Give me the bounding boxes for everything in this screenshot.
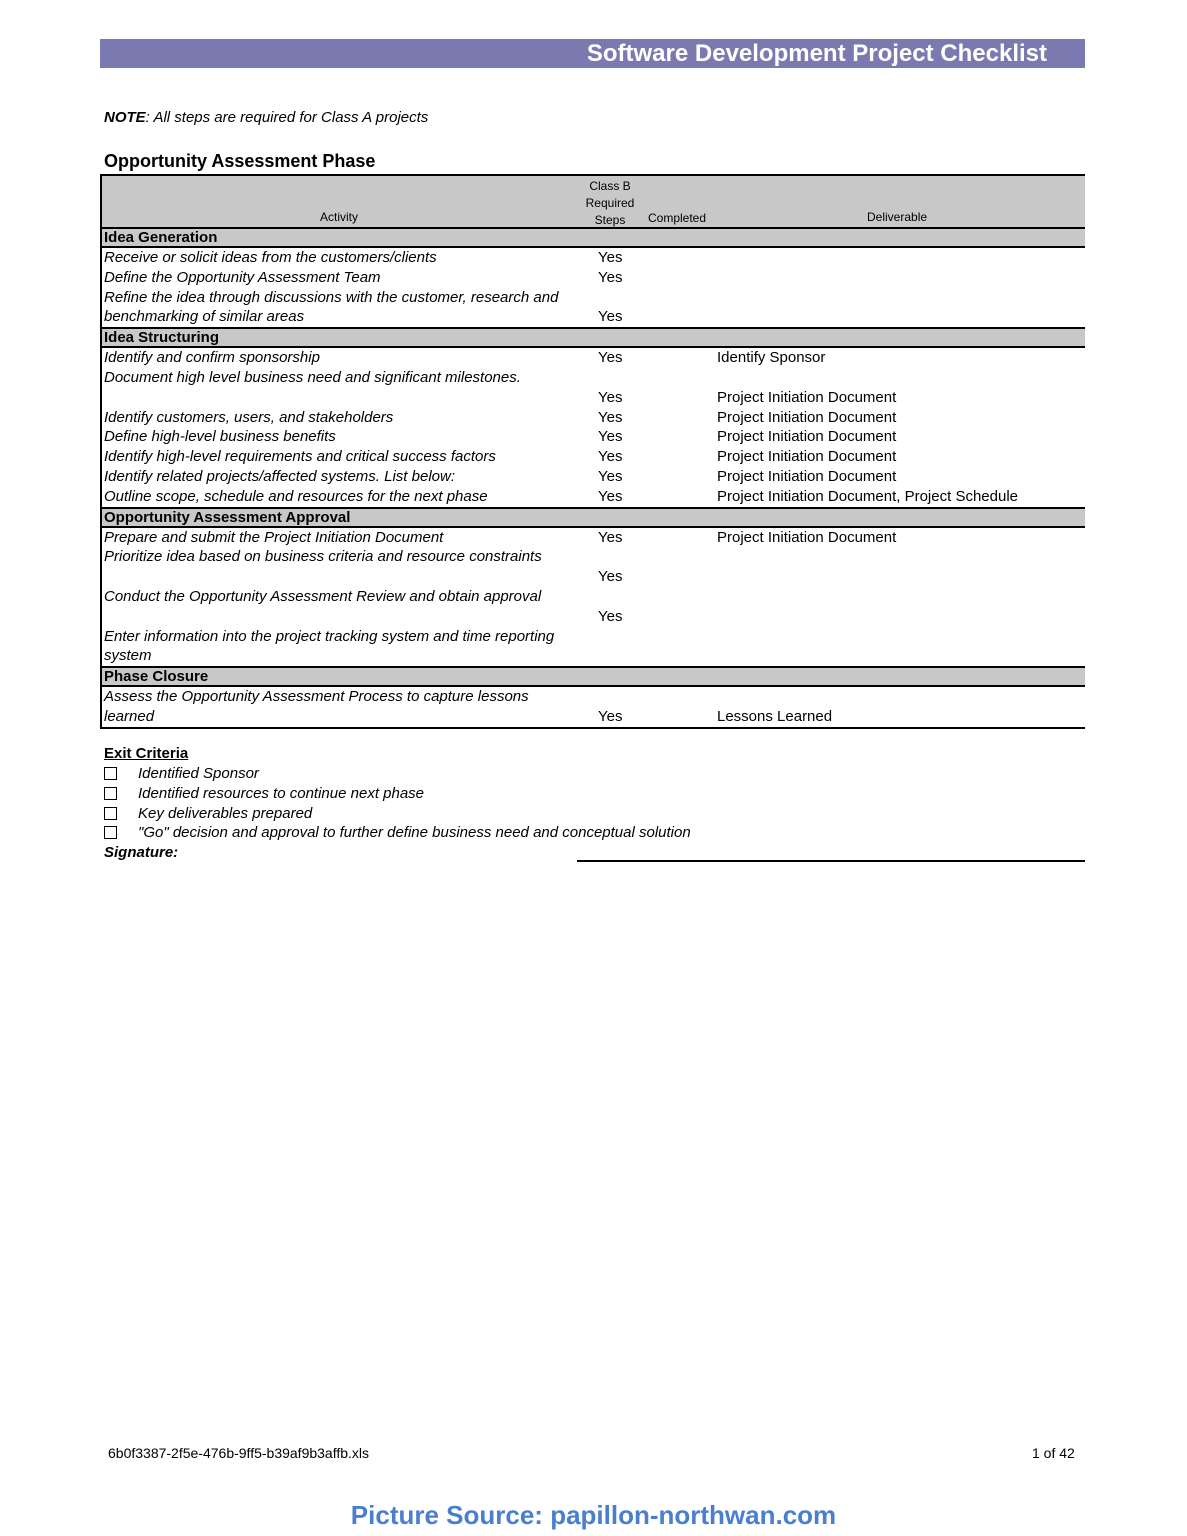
signature-line[interactable] xyxy=(577,860,1085,862)
exit-criteria xyxy=(104,744,691,863)
table-row xyxy=(102,288,1085,328)
exit-criteria-title: Exit Criteria xyxy=(104,745,189,762)
exit-criteria-item xyxy=(104,823,691,843)
exit-criteria-item xyxy=(104,764,259,784)
row-required: Yes xyxy=(598,448,623,466)
row-required: Yes xyxy=(598,707,623,725)
row-required: Yes xyxy=(598,528,623,546)
note-text: : All steps are required for Class A projects xyxy=(145,109,429,126)
row-required: Yes xyxy=(598,487,623,505)
table-row xyxy=(102,447,1085,467)
note-label: NOTE xyxy=(104,109,146,126)
row-activity: Prioritize idea based on business criteria and resource constraints xyxy=(104,548,542,566)
header-required-line2: Required xyxy=(585,196,635,210)
row-activity: Receive or solicit ideas from the customers/clients xyxy=(104,249,437,266)
footer-filename: 6b0f3387-2f5e-476b-9ff5-b39af9b3affb.xls xyxy=(108,1445,370,1461)
row-deliverable: Lessons Learned xyxy=(717,707,833,725)
header-deliverable: Deliverable xyxy=(867,210,928,224)
row-deliverable: Identify Sponsor xyxy=(717,349,826,367)
row-deliverable: Project Initiation Document xyxy=(717,408,897,426)
row-required: Yes xyxy=(598,308,623,326)
row-deliverable: Project Initiation Document xyxy=(717,388,897,406)
table-row xyxy=(102,268,1085,288)
header-required-line1: Class B xyxy=(589,179,631,193)
exit-criteria-item xyxy=(104,804,313,824)
exit-criteria-item xyxy=(104,784,425,804)
table-row xyxy=(102,627,1085,667)
section-header: Idea Structuring xyxy=(100,327,1085,348)
row-required: Yes xyxy=(598,568,623,586)
section-rows xyxy=(100,248,1085,327)
exit-criteria-text: Identified resources to continue next phase xyxy=(138,784,425,802)
table-row xyxy=(102,408,1085,428)
row-required: Yes xyxy=(598,467,623,485)
exit-criteria-text: "Go" decision and approval to further define business need and conceptual solution xyxy=(138,824,691,842)
table-row xyxy=(102,687,1085,727)
header-required-line3: Steps xyxy=(594,213,626,227)
row-required: Yes xyxy=(598,607,623,625)
row-activity: Identify and confirm sponsorship xyxy=(104,349,320,367)
table-row xyxy=(102,467,1085,487)
row-activity: Define the Opportunity Assessment Team xyxy=(104,268,381,286)
table-row xyxy=(102,547,1085,587)
checklist-table xyxy=(100,174,1085,729)
row-activity: Refine the idea through discussions with the customer, research and benchmarking of similar areas xyxy=(104,288,559,326)
exit-criteria-text: Key deliverables prepared xyxy=(138,804,313,822)
footer-page-number: 1 of 42 xyxy=(1032,1445,1075,1461)
table-row xyxy=(102,587,1085,627)
row-activity: Define high-level business benefits xyxy=(104,428,336,446)
table-header xyxy=(100,174,1085,227)
table-bottom-border xyxy=(100,727,1085,729)
section-rows xyxy=(100,348,1085,506)
header-required xyxy=(582,178,638,229)
section-header: Opportunity Assessment Approval xyxy=(100,507,1085,528)
row-required: Yes xyxy=(598,349,623,367)
row-required: Yes xyxy=(598,268,623,286)
row-required: Yes xyxy=(598,388,623,406)
row-required: Yes xyxy=(598,249,623,266)
exit-criteria-list xyxy=(104,764,691,843)
picture-source: Picture Source: papillon-northwan.com xyxy=(350,1500,837,1530)
row-required: Yes xyxy=(598,428,623,446)
page-title: Software Development Project Checklist xyxy=(100,39,1085,68)
table-row xyxy=(102,528,1085,548)
table-row xyxy=(102,248,1085,268)
table-row xyxy=(102,427,1085,447)
table-row xyxy=(102,368,1085,408)
table-row xyxy=(102,348,1085,368)
section-header: Phase Closure xyxy=(100,666,1085,687)
row-activity: Prepare and submit the Project Initiation Document xyxy=(104,528,444,546)
row-deliverable: Project Initiation Document, Project Schedule xyxy=(717,487,1018,505)
row-activity: Identify high-level requirements and critical success factors xyxy=(104,448,496,466)
header-completed: Completed xyxy=(648,211,707,225)
table-row xyxy=(102,487,1085,507)
row-activity: Enter information into the project tracking system and time reporting system xyxy=(104,627,555,665)
checkbox-icon[interactable] xyxy=(104,767,117,780)
header-activity: Activity xyxy=(320,210,359,224)
row-activity: Assess the Opportunity Assessment Process to capture lessons learned xyxy=(104,688,529,725)
section-header: Idea Generation xyxy=(100,227,1085,248)
checkbox-icon[interactable] xyxy=(104,826,117,839)
checkbox-icon[interactable] xyxy=(104,807,117,820)
section-rows xyxy=(100,687,1085,727)
exit-criteria-text: Identified Sponsor xyxy=(138,765,259,782)
row-required: Yes xyxy=(598,408,623,426)
row-activity: Document high level business need and significant milestones. xyxy=(104,368,521,386)
table-body xyxy=(100,227,1085,727)
row-deliverable: Project Initiation Document xyxy=(717,467,897,485)
row-deliverable: Project Initiation Document xyxy=(717,428,897,446)
row-deliverable: Project Initiation Document xyxy=(717,448,897,466)
section-rows xyxy=(100,528,1085,667)
row-activity: Identify related projects/affected systems. List below: xyxy=(104,467,455,485)
row-deliverable: Project Initiation Document xyxy=(717,528,897,546)
row-activity: Conduct the Opportunity Assessment Review and obtain approval xyxy=(104,587,542,605)
signature-label: Signature: xyxy=(104,844,179,862)
note xyxy=(104,109,428,126)
checkbox-icon[interactable] xyxy=(104,787,117,800)
row-activity: Identify customers, users, and stakeholders xyxy=(104,408,394,426)
phase-title: Opportunity Assessment Phase xyxy=(104,151,376,171)
row-activity: Outline scope, schedule and resources for the next phase xyxy=(104,487,488,505)
